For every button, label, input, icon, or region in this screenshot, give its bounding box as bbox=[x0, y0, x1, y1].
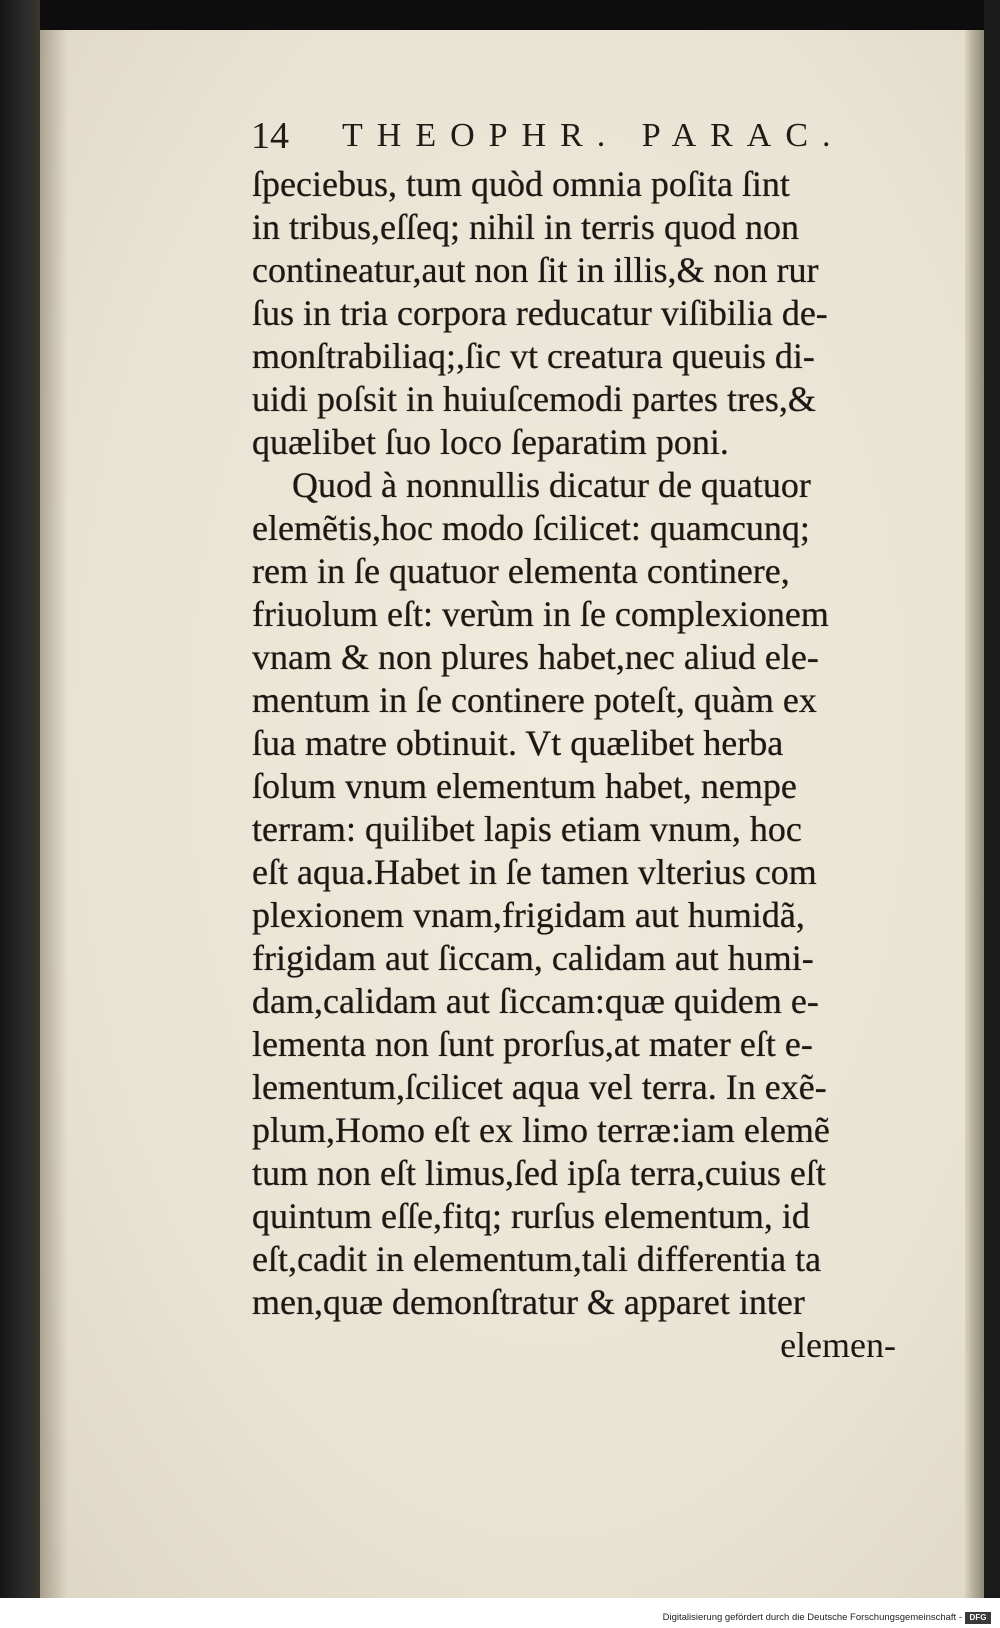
text-line: eſt,cadit in elementum,tali differentia ta bbox=[252, 1239, 822, 1279]
text-line: friuolum eſt: verùm in ſe complexionem bbox=[252, 594, 829, 634]
catchword: elemen- bbox=[780, 1325, 896, 1365]
text-line: mentum in ſe continere poteſt, quàm ex bbox=[252, 680, 817, 720]
text-line: lementa non ſunt prorſus,at mater eſt e- bbox=[252, 1024, 813, 1064]
text-line: terram: quilibet lapis etiam vnum, hoc bbox=[252, 809, 802, 849]
text-line: dam,calidam aut ſiccam:quæ quidem e- bbox=[252, 981, 819, 1021]
text-line: quintum eſſe,fitq; rurſus elementum, id bbox=[252, 1196, 810, 1236]
running-head: THEOPHR. PARAC. bbox=[342, 117, 845, 154]
text-line: rem in ſe quatuor elementa continere, bbox=[252, 551, 790, 591]
text-line: eſt aqua.Habet in ſe tamen vlterius com bbox=[252, 852, 817, 892]
scan-border-top bbox=[0, 0, 1000, 30]
text-line: Quod à nonnullis dicatur de quatuor bbox=[292, 465, 811, 505]
text-line: ſus in tria corpora reducatur viſibilia de- bbox=[252, 293, 828, 333]
scan-border-right bbox=[984, 0, 1000, 1598]
dfg-logo: DFG bbox=[965, 1612, 991, 1624]
text-line: elemẽtis,hoc modo ſcilicet: quamcunq; bbox=[252, 508, 810, 548]
scan-border-left bbox=[0, 0, 40, 1598]
text-line: ſpeciebus, tum quòd omnia poſita ſint bbox=[252, 164, 790, 204]
page-number: 14 bbox=[251, 115, 289, 157]
text-line: in tribus,eſſeq; nihil in terris quod non bbox=[252, 207, 799, 247]
text-line: uidi poſsit in huiuſcemodi partes tres,& bbox=[252, 379, 816, 419]
text-line: quælibet ſuo loco ſeparatim poni. bbox=[252, 422, 729, 462]
text-line: frigidam aut ſiccam, calidam aut humi- bbox=[252, 938, 814, 978]
text-line: tum non eſt limus,ſed ipſa terra,cuius eſt bbox=[252, 1153, 826, 1193]
text-line: plexionem vnam,frigidam aut humidã, bbox=[252, 895, 805, 935]
text-line: ſua matre obtinuit. Vt quælibet herba bbox=[252, 723, 784, 763]
text-line: vnam & non plures habet,nec aliud ele- bbox=[252, 637, 819, 677]
digitization-credit: Digitalisierung gefördert durch die Deutsche Forschungsgemeinschaft - bbox=[662, 1612, 962, 1623]
text-line: plum,Homo eſt ex limo terræ:iam elemẽ bbox=[252, 1110, 830, 1150]
text-line: men,quæ demonſtratur & apparet inter bbox=[252, 1282, 805, 1322]
text-line: contineatur,aut non ſit in illis,& non rur bbox=[252, 250, 819, 290]
page-edge bbox=[965, 30, 984, 1598]
text-line: lementum,ſcilicet aqua vel terra. In exẽ- bbox=[252, 1067, 827, 1107]
gutter-shadow bbox=[40, 30, 68, 1598]
text-line: ſolum vnum elementum habet, nempe bbox=[252, 766, 797, 806]
text-line: monſtrabiliaq;,ſic vt creatura queuis di- bbox=[252, 336, 815, 376]
